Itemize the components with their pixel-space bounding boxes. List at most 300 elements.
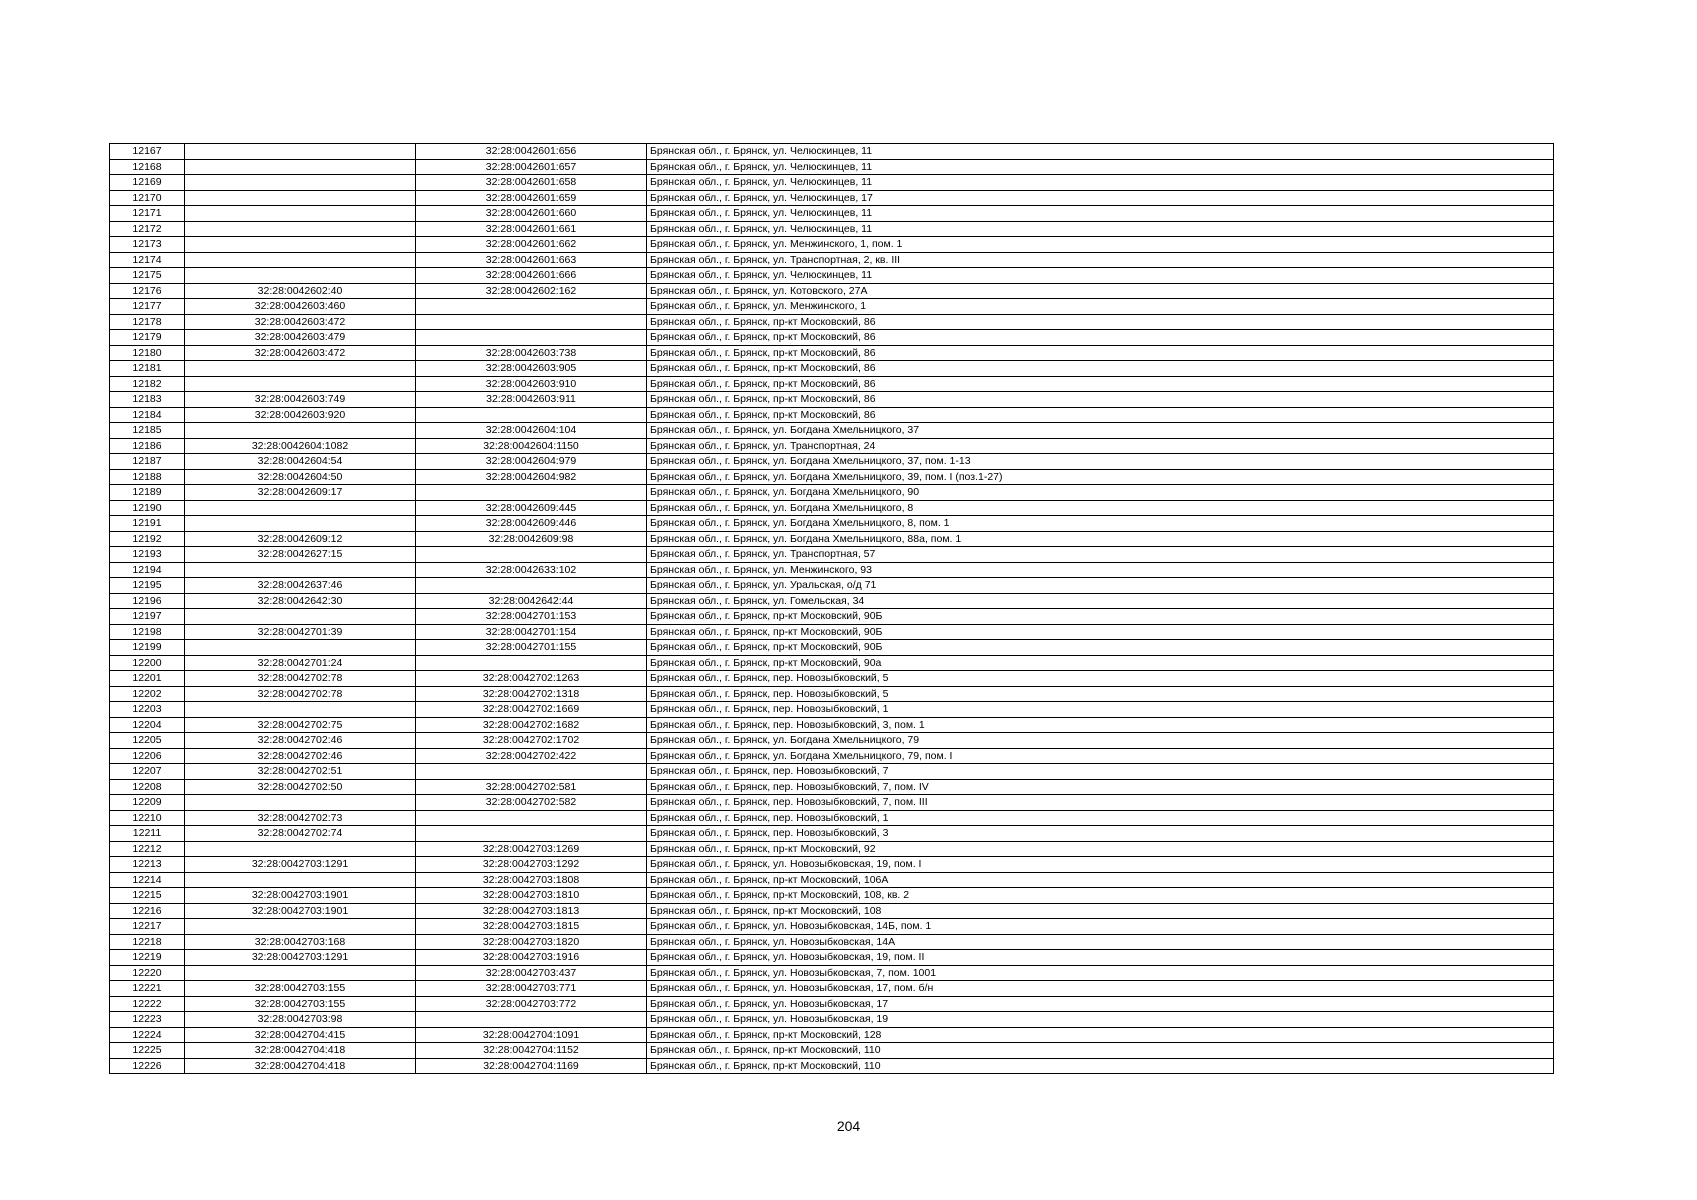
object-cadastral-number-cell: 32:28:0042633:102 <box>416 562 647 578</box>
table-row <box>110 485 1554 501</box>
registry-table <box>109 143 1554 1074</box>
object-cadastral-number-cell: 32:28:0042702:1702 <box>416 733 647 749</box>
address-cell: Брянская обл., г. Брянск, ул. Уральская, о/д 71 <box>647 578 1554 594</box>
parcel-cadastral-number-cell: 32:28:0042609:17 <box>185 485 416 501</box>
row-number-cell: 12186 <box>110 438 185 454</box>
row-number-cell: 12172 <box>110 221 185 237</box>
address-cell: Брянская обл., г. Брянск, ул. Челюскинцев, 11 <box>647 159 1554 175</box>
address-cell: Брянская обл., г. Брянск, ул. Богдана Хмельницкого, 37, пом. 1-13 <box>647 454 1554 470</box>
row-number-cell: 12222 <box>110 996 185 1012</box>
parcel-cadastral-number-cell <box>185 919 416 935</box>
row-number-cell: 12185 <box>110 423 185 439</box>
row-number-cell: 12195 <box>110 578 185 594</box>
address-cell: Брянская обл., г. Брянск, ул. Челюскинцев, 11 <box>647 144 1554 160</box>
parcel-cadastral-number-cell: 32:28:0042703:155 <box>185 996 416 1012</box>
table-row <box>110 640 1554 656</box>
row-number-cell: 12177 <box>110 299 185 315</box>
table-row <box>110 206 1554 222</box>
row-number-cell: 12191 <box>110 516 185 532</box>
address-cell: Брянская обл., г. Брянск, пр-кт Московский, 110 <box>647 1043 1554 1059</box>
table-row <box>110 144 1554 160</box>
address-cell: Брянская обл., г. Брянск, ул. Богдана Хмельницкого, 39, пом. I (поз.1-27) <box>647 469 1554 485</box>
address-cell: Брянская обл., г. Брянск, пр-кт Московский, 110 <box>647 1058 1554 1074</box>
object-cadastral-number-cell: 32:28:0042601:666 <box>416 268 647 284</box>
address-cell: Брянская обл., г. Брянск, пр-кт Московский, 92 <box>647 841 1554 857</box>
table-row <box>110 919 1554 935</box>
table-row <box>110 981 1554 997</box>
parcel-cadastral-number-cell: 32:28:0042603:479 <box>185 330 416 346</box>
address-cell: Брянская обл., г. Брянск, ул. Богдана Хмельницкого, 8 <box>647 500 1554 516</box>
address-cell: Брянская обл., г. Брянск, пр-кт Московский, 128 <box>647 1027 1554 1043</box>
address-cell: Брянская обл., г. Брянск, пр-кт Московский, 90а <box>647 655 1554 671</box>
table-row <box>110 733 1554 749</box>
table-row <box>110 717 1554 733</box>
table-row <box>110 237 1554 253</box>
object-cadastral-number-cell <box>416 485 647 501</box>
row-number-cell: 12201 <box>110 671 185 687</box>
row-number-cell: 12210 <box>110 810 185 826</box>
parcel-cadastral-number-cell <box>185 841 416 857</box>
table-row <box>110 624 1554 640</box>
parcel-cadastral-number-cell <box>185 500 416 516</box>
table-row <box>110 361 1554 377</box>
parcel-cadastral-number-cell: 32:28:0042604:50 <box>185 469 416 485</box>
table-row <box>110 175 1554 191</box>
table-row <box>110 407 1554 423</box>
object-cadastral-number-cell: 32:28:0042601:658 <box>416 175 647 191</box>
parcel-cadastral-number-cell: 32:28:0042603:472 <box>185 314 416 330</box>
address-cell: Брянская обл., г. Брянск, ул. Челюскинцев, 11 <box>647 175 1554 191</box>
row-number-cell: 12169 <box>110 175 185 191</box>
address-cell: Брянская обл., г. Брянск, ул. Транспортная, 2, кв. III <box>647 252 1554 268</box>
object-cadastral-number-cell <box>416 764 647 780</box>
table-row <box>110 857 1554 873</box>
address-cell: Брянская обл., г. Брянск, пер. Новозыбковский, 5 <box>647 671 1554 687</box>
address-cell: Брянская обл., г. Брянск, ул. Челюскинцев, 11 <box>647 206 1554 222</box>
parcel-cadastral-number-cell: 32:28:0042603:920 <box>185 407 416 423</box>
row-number-cell: 12188 <box>110 469 185 485</box>
table-row <box>110 903 1554 919</box>
row-number-cell: 12215 <box>110 888 185 904</box>
parcel-cadastral-number-cell <box>185 376 416 392</box>
parcel-cadastral-number-cell: 32:28:0042702:51 <box>185 764 416 780</box>
parcel-cadastral-number-cell: 32:28:0042702:46 <box>185 733 416 749</box>
parcel-cadastral-number-cell <box>185 516 416 532</box>
object-cadastral-number-cell: 32:28:0042703:1292 <box>416 857 647 873</box>
parcel-cadastral-number-cell: 32:28:0042703:1291 <box>185 950 416 966</box>
table-row <box>110 376 1554 392</box>
address-cell: Брянская обл., г. Брянск, ул. Гомельская, 34 <box>647 593 1554 609</box>
row-number-cell: 12206 <box>110 748 185 764</box>
row-number-cell: 12183 <box>110 392 185 408</box>
parcel-cadastral-number-cell: 32:28:0042603:460 <box>185 299 416 315</box>
table-row <box>110 221 1554 237</box>
row-number-cell: 12217 <box>110 919 185 935</box>
table-row <box>110 671 1554 687</box>
object-cadastral-number-cell <box>416 547 647 563</box>
parcel-cadastral-number-cell: 32:28:0042702:46 <box>185 748 416 764</box>
object-cadastral-number-cell: 32:28:0042702:422 <box>416 748 647 764</box>
row-number-cell: 12179 <box>110 330 185 346</box>
table-row <box>110 872 1554 888</box>
address-cell: Брянская обл., г. Брянск, пер. Новозыбковский, 7, пом. IV <box>647 779 1554 795</box>
object-cadastral-number-cell: 32:28:0042601:660 <box>416 206 647 222</box>
parcel-cadastral-number-cell: 32:28:0042701:39 <box>185 624 416 640</box>
object-cadastral-number-cell: 32:28:0042701:154 <box>416 624 647 640</box>
row-number-cell: 12187 <box>110 454 185 470</box>
object-cadastral-number-cell: 32:28:0042601:662 <box>416 237 647 253</box>
table-row <box>110 516 1554 532</box>
table-row <box>110 996 1554 1012</box>
address-cell: Брянская обл., г. Брянск, ул. Богдана Хмельницкого, 8, пом. 1 <box>647 516 1554 532</box>
parcel-cadastral-number-cell <box>185 965 416 981</box>
parcel-cadastral-number-cell <box>185 175 416 191</box>
address-cell: Брянская обл., г. Брянск, ул. Менжинского, 93 <box>647 562 1554 578</box>
object-cadastral-number-cell <box>416 314 647 330</box>
table-row <box>110 686 1554 702</box>
row-number-cell: 12167 <box>110 144 185 160</box>
object-cadastral-number-cell <box>416 655 647 671</box>
row-number-cell: 12226 <box>110 1058 185 1074</box>
row-number-cell: 12196 <box>110 593 185 609</box>
row-number-cell: 12176 <box>110 283 185 299</box>
row-number-cell: 12189 <box>110 485 185 501</box>
row-number-cell: 12200 <box>110 655 185 671</box>
table-row <box>110 1012 1554 1028</box>
table-row <box>110 314 1554 330</box>
address-cell: Брянская обл., г. Брянск, ул. Транспортная, 24 <box>647 438 1554 454</box>
row-number-cell: 12220 <box>110 965 185 981</box>
address-cell: Брянская обл., г. Брянск, пр-кт Московский, 86 <box>647 392 1554 408</box>
parcel-cadastral-number-cell <box>185 268 416 284</box>
parcel-cadastral-number-cell: 32:28:0042609:12 <box>185 531 416 547</box>
parcel-cadastral-number-cell: 32:28:0042702:73 <box>185 810 416 826</box>
address-cell: Брянская обл., г. Брянск, ул. Новозыбковская, 14А <box>647 934 1554 950</box>
table-row <box>110 283 1554 299</box>
parcel-cadastral-number-cell <box>185 190 416 206</box>
address-cell: Брянская обл., г. Брянск, пр-кт Московский, 86 <box>647 407 1554 423</box>
row-number-cell: 12180 <box>110 345 185 361</box>
parcel-cadastral-number-cell: 32:28:0042604:54 <box>185 454 416 470</box>
object-cadastral-number-cell: 32:28:0042601:659 <box>416 190 647 206</box>
address-cell: Брянская обл., г. Брянск, ул. Богдана Хмельницкого, 79, пом. I <box>647 748 1554 764</box>
parcel-cadastral-number-cell: 32:28:0042704:418 <box>185 1043 416 1059</box>
object-cadastral-number-cell: 32:28:0042704:1169 <box>416 1058 647 1074</box>
object-cadastral-number-cell: 32:28:0042642:44 <box>416 593 647 609</box>
object-cadastral-number-cell: 32:28:0042703:772 <box>416 996 647 1012</box>
address-cell: Брянская обл., г. Брянск, ул. Менжинского, 1 <box>647 299 1554 315</box>
row-number-cell: 12205 <box>110 733 185 749</box>
row-number-cell: 12221 <box>110 981 185 997</box>
table-row <box>110 841 1554 857</box>
object-cadastral-number-cell: 32:28:0042602:162 <box>416 283 647 299</box>
object-cadastral-number-cell: 32:28:0042703:1813 <box>416 903 647 919</box>
row-number-cell: 12190 <box>110 500 185 516</box>
row-number-cell: 12223 <box>110 1012 185 1028</box>
address-cell: Брянская обл., г. Брянск, пр-кт Московский, 106А <box>647 872 1554 888</box>
address-cell: Брянская обл., г. Брянск, пр-кт Московский, 86 <box>647 345 1554 361</box>
table-row <box>110 469 1554 485</box>
table-row <box>110 330 1554 346</box>
object-cadastral-number-cell: 32:28:0042701:153 <box>416 609 647 625</box>
address-cell: Брянская обл., г. Брянск, пр-кт Московский, 86 <box>647 330 1554 346</box>
parcel-cadastral-number-cell <box>185 221 416 237</box>
address-cell: Брянская обл., г. Брянск, ул. Новозыбковская, 7, пом. 1001 <box>647 965 1554 981</box>
table-row <box>110 764 1554 780</box>
row-number-cell: 12204 <box>110 717 185 733</box>
table-row <box>110 268 1554 284</box>
table-row <box>110 965 1554 981</box>
parcel-cadastral-number-cell: 32:28:0042603:472 <box>185 345 416 361</box>
object-cadastral-number-cell <box>416 330 647 346</box>
parcel-cadastral-number-cell <box>185 795 416 811</box>
parcel-cadastral-number-cell: 32:28:0042701:24 <box>185 655 416 671</box>
object-cadastral-number-cell: 32:28:0042601:663 <box>416 252 647 268</box>
parcel-cadastral-number-cell <box>185 609 416 625</box>
row-number-cell: 12193 <box>110 547 185 563</box>
object-cadastral-number-cell: 32:28:0042703:771 <box>416 981 647 997</box>
row-number-cell: 12225 <box>110 1043 185 1059</box>
object-cadastral-number-cell: 32:28:0042703:437 <box>416 965 647 981</box>
address-cell: Брянская обл., г. Брянск, пр-кт Московский, 86 <box>647 361 1554 377</box>
table-row <box>110 392 1554 408</box>
row-number-cell: 12173 <box>110 237 185 253</box>
parcel-cadastral-number-cell: 32:28:0042627:15 <box>185 547 416 563</box>
address-cell: Брянская обл., г. Брянск, ул. Новозыбковская, 17 <box>647 996 1554 1012</box>
object-cadastral-number-cell: 32:28:0042704:1091 <box>416 1027 647 1043</box>
row-number-cell: 12208 <box>110 779 185 795</box>
object-cadastral-number-cell <box>416 407 647 423</box>
table-row <box>110 562 1554 578</box>
table-row <box>110 578 1554 594</box>
object-cadastral-number-cell: 32:28:0042703:1808 <box>416 872 647 888</box>
parcel-cadastral-number-cell: 32:28:0042702:78 <box>185 686 416 702</box>
parcel-cadastral-number-cell: 32:28:0042703:1901 <box>185 888 416 904</box>
object-cadastral-number-cell: 32:28:0042703:1815 <box>416 919 647 935</box>
address-cell: Брянская обл., г. Брянск, ул. Челюскинцев, 17 <box>647 190 1554 206</box>
row-number-cell: 12192 <box>110 531 185 547</box>
row-number-cell: 12224 <box>110 1027 185 1043</box>
table-row <box>110 345 1554 361</box>
parcel-cadastral-number-cell: 32:28:0042704:415 <box>185 1027 416 1043</box>
table-row <box>110 655 1554 671</box>
address-cell: Брянская обл., г. Брянск, ул. Новозыбковская, 19, пом. I <box>647 857 1554 873</box>
object-cadastral-number-cell: 32:28:0042604:104 <box>416 423 647 439</box>
table-row <box>110 1027 1554 1043</box>
parcel-cadastral-number-cell: 32:28:0042702:78 <box>185 671 416 687</box>
address-cell: Брянская обл., г. Брянск, ул. Богдана Хмельницкого, 90 <box>647 485 1554 501</box>
parcel-cadastral-number-cell: 32:28:0042602:40 <box>185 283 416 299</box>
object-cadastral-number-cell: 32:28:0042604:979 <box>416 454 647 470</box>
object-cadastral-number-cell: 32:28:0042601:656 <box>416 144 647 160</box>
object-cadastral-number-cell: 32:28:0042603:738 <box>416 345 647 361</box>
object-cadastral-number-cell <box>416 826 647 842</box>
object-cadastral-number-cell: 32:28:0042703:1810 <box>416 888 647 904</box>
object-cadastral-number-cell: 32:28:0042601:657 <box>416 159 647 175</box>
table-row <box>110 826 1554 842</box>
row-number-cell: 12181 <box>110 361 185 377</box>
parcel-cadastral-number-cell <box>185 252 416 268</box>
row-number-cell: 12175 <box>110 268 185 284</box>
address-cell: Брянская обл., г. Брянск, ул. Челюскинцев, 11 <box>647 221 1554 237</box>
table-row <box>110 531 1554 547</box>
table-row <box>110 547 1554 563</box>
row-number-cell: 12171 <box>110 206 185 222</box>
parcel-cadastral-number-cell <box>185 159 416 175</box>
address-cell: Брянская обл., г. Брянск, пер. Новозыбковский, 3, пом. 1 <box>647 717 1554 733</box>
object-cadastral-number-cell: 32:28:0042603:905 <box>416 361 647 377</box>
address-cell: Брянская обл., г. Брянск, пер. Новозыбковский, 1 <box>647 702 1554 718</box>
parcel-cadastral-number-cell <box>185 237 416 253</box>
row-number-cell: 12213 <box>110 857 185 873</box>
address-cell: Брянская обл., г. Брянск, пр-кт Московский, 90Б <box>647 609 1554 625</box>
parcel-cadastral-number-cell <box>185 144 416 160</box>
row-number-cell: 12212 <box>110 841 185 857</box>
address-cell: Брянская обл., г. Брянск, пр-кт Московский, 90Б <box>647 640 1554 656</box>
address-cell: Брянская обл., г. Брянск, пр-кт Московский, 108, кв. 2 <box>647 888 1554 904</box>
table-row <box>110 795 1554 811</box>
parcel-cadastral-number-cell <box>185 361 416 377</box>
address-cell: Брянская обл., г. Брянск, ул. Новозыбковская, 19, пом. II <box>647 950 1554 966</box>
address-cell: Брянская обл., г. Брянск, ул. Менжинского, 1, пом. 1 <box>647 237 1554 253</box>
row-number-cell: 12182 <box>110 376 185 392</box>
table-row <box>110 593 1554 609</box>
parcel-cadastral-number-cell: 32:28:0042702:74 <box>185 826 416 842</box>
object-cadastral-number-cell: 32:28:0042702:1263 <box>416 671 647 687</box>
object-cadastral-number-cell: 32:28:0042609:446 <box>416 516 647 532</box>
row-number-cell: 12219 <box>110 950 185 966</box>
parcel-cadastral-number-cell: 32:28:0042703:168 <box>185 934 416 950</box>
table-row <box>110 810 1554 826</box>
object-cadastral-number-cell: 32:28:0042703:1916 <box>416 950 647 966</box>
table-row <box>110 438 1554 454</box>
parcel-cadastral-number-cell: 32:28:0042702:75 <box>185 717 416 733</box>
object-cadastral-number-cell: 32:28:0042704:1152 <box>416 1043 647 1059</box>
address-cell: Брянская обл., г. Брянск, пр-кт Московский, 86 <box>647 314 1554 330</box>
address-cell: Брянская обл., г. Брянск, ул. Богдана Хмельницкого, 88а, пом. 1 <box>647 531 1554 547</box>
address-cell: Брянская обл., г. Брянск, пер. Новозыбковский, 7 <box>647 764 1554 780</box>
table-row <box>110 934 1554 950</box>
parcel-cadastral-number-cell: 32:28:0042703:1291 <box>185 857 416 873</box>
parcel-cadastral-number-cell: 32:28:0042703:155 <box>185 981 416 997</box>
table-row <box>110 609 1554 625</box>
table-row <box>110 159 1554 175</box>
row-number-cell: 12203 <box>110 702 185 718</box>
row-number-cell: 12178 <box>110 314 185 330</box>
row-number-cell: 12184 <box>110 407 185 423</box>
parcel-cadastral-number-cell <box>185 702 416 718</box>
table-row <box>110 299 1554 315</box>
address-cell: Брянская обл., г. Брянск, пер. Новозыбковский, 1 <box>647 810 1554 826</box>
address-cell: Брянская обл., г. Брянск, ул. Транспортная, 57 <box>647 547 1554 563</box>
address-cell: Брянская обл., г. Брянск, пр-кт Московский, 86 <box>647 376 1554 392</box>
parcel-cadastral-number-cell <box>185 872 416 888</box>
parcel-cadastral-number-cell: 32:28:0042603:749 <box>185 392 416 408</box>
table-row <box>110 1043 1554 1059</box>
object-cadastral-number-cell: 32:28:0042703:1269 <box>416 841 647 857</box>
row-number-cell: 12218 <box>110 934 185 950</box>
parcel-cadastral-number-cell <box>185 423 416 439</box>
row-number-cell: 12168 <box>110 159 185 175</box>
address-cell: Брянская обл., г. Брянск, ул. Котовского, 27А <box>647 283 1554 299</box>
address-cell: Брянская обл., г. Брянск, ул. Богдана Хмельницкого, 79 <box>647 733 1554 749</box>
address-cell: Брянская обл., г. Брянск, ул. Богдана Хмельницкого, 37 <box>647 423 1554 439</box>
address-cell: Брянская обл., г. Брянск, ул. Челюскинцев, 11 <box>647 268 1554 284</box>
object-cadastral-number-cell: 32:28:0042609:445 <box>416 500 647 516</box>
address-cell: Брянская обл., г. Брянск, пр-кт Московский, 108 <box>647 903 1554 919</box>
object-cadastral-number-cell: 32:28:0042702:581 <box>416 779 647 795</box>
page-number: 204 <box>836 1118 861 1134</box>
parcel-cadastral-number-cell: 32:28:0042704:418 <box>185 1058 416 1074</box>
row-number-cell: 12202 <box>110 686 185 702</box>
object-cadastral-number-cell: 32:28:0042609:98 <box>416 531 647 547</box>
registry-table-body <box>110 144 1554 1074</box>
row-number-cell: 12170 <box>110 190 185 206</box>
parcel-cadastral-number-cell <box>185 640 416 656</box>
table-row <box>110 888 1554 904</box>
parcel-cadastral-number-cell <box>185 562 416 578</box>
table-row <box>110 779 1554 795</box>
object-cadastral-number-cell: 32:28:0042702:582 <box>416 795 647 811</box>
parcel-cadastral-number-cell: 32:28:0042604:1082 <box>185 438 416 454</box>
row-number-cell: 12194 <box>110 562 185 578</box>
object-cadastral-number-cell <box>416 1012 647 1028</box>
table-row <box>110 950 1554 966</box>
row-number-cell: 12197 <box>110 609 185 625</box>
parcel-cadastral-number-cell <box>185 206 416 222</box>
object-cadastral-number-cell: 32:28:0042702:1669 <box>416 702 647 718</box>
row-number-cell: 12198 <box>110 624 185 640</box>
row-number-cell: 12211 <box>110 826 185 842</box>
row-number-cell: 12207 <box>110 764 185 780</box>
address-cell: Брянская обл., г. Брянск, пр-кт Московский, 90Б <box>647 624 1554 640</box>
object-cadastral-number-cell: 32:28:0042601:661 <box>416 221 647 237</box>
object-cadastral-number-cell <box>416 578 647 594</box>
parcel-cadastral-number-cell: 32:28:0042703:1901 <box>185 903 416 919</box>
parcel-cadastral-number-cell: 32:28:0042702:50 <box>185 779 416 795</box>
object-cadastral-number-cell: 32:28:0042702:1682 <box>416 717 647 733</box>
object-cadastral-number-cell: 32:28:0042604:982 <box>416 469 647 485</box>
parcel-cadastral-number-cell: 32:28:0042642:30 <box>185 593 416 609</box>
object-cadastral-number-cell: 32:28:0042703:1820 <box>416 934 647 950</box>
row-number-cell: 12216 <box>110 903 185 919</box>
address-cell: Брянская обл., г. Брянск, ул. Новозыбковская, 14Б, пом. 1 <box>647 919 1554 935</box>
address-cell: Брянская обл., г. Брянск, пер. Новозыбковский, 3 <box>647 826 1554 842</box>
address-cell: Брянская обл., г. Брянск, ул. Новозыбковская, 19 <box>647 1012 1554 1028</box>
row-number-cell: 12199 <box>110 640 185 656</box>
parcel-cadastral-number-cell: 32:28:0042703:98 <box>185 1012 416 1028</box>
row-number-cell: 12209 <box>110 795 185 811</box>
object-cadastral-number-cell: 32:28:0042603:911 <box>416 392 647 408</box>
address-cell: Брянская обл., г. Брянск, пер. Новозыбковский, 7, пом. III <box>647 795 1554 811</box>
table-row <box>110 702 1554 718</box>
row-number-cell: 12214 <box>110 872 185 888</box>
table-row <box>110 454 1554 470</box>
parcel-cadastral-number-cell: 32:28:0042637:46 <box>185 578 416 594</box>
table-row <box>110 423 1554 439</box>
table-row <box>110 252 1554 268</box>
table-row <box>110 190 1554 206</box>
object-cadastral-number-cell <box>416 299 647 315</box>
address-cell: Брянская обл., г. Брянск, пер. Новозыбковский, 5 <box>647 686 1554 702</box>
table-row <box>110 748 1554 764</box>
table-row <box>110 500 1554 516</box>
object-cadastral-number-cell <box>416 810 647 826</box>
object-cadastral-number-cell: 32:28:0042702:1318 <box>416 686 647 702</box>
object-cadastral-number-cell: 32:28:0042603:910 <box>416 376 647 392</box>
table-row <box>110 1058 1554 1074</box>
object-cadastral-number-cell: 32:28:0042604:1150 <box>416 438 647 454</box>
